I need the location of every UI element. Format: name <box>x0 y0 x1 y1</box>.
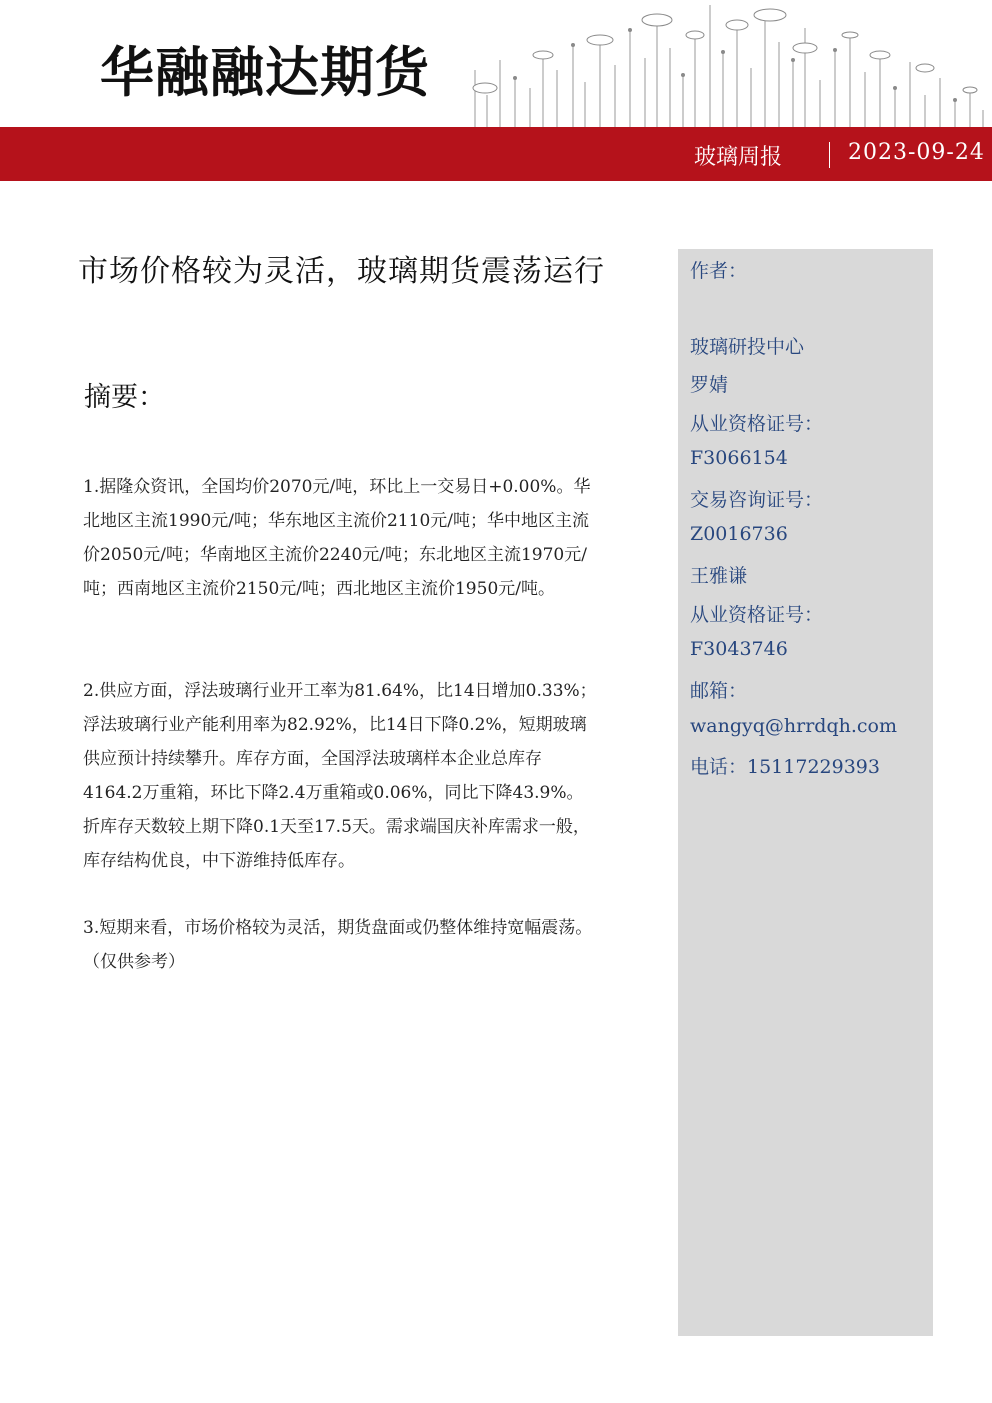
email-label: 邮箱： <box>690 680 748 702</box>
abstract-heading: 摘要： <box>84 382 165 413</box>
company-logo-text: 华融融达期货 <box>100 41 430 104</box>
qualification-label-2: 从业资格证号： <box>690 604 824 626</box>
abstract-paragraph-1: 1.据隆众资讯，全国均价2070元/吨，环比上一交易日+0.00%。华北地区主流1990元/吨；华东地区主流价2110元/吨；华中地区主流价2050元/吨；华南地区主流价2240元/吨；东北地区主流1970元/吨；西南地区主流价2150元/吨；西北地区主流价1950元/吨。 <box>83 477 591 599</box>
abstract-paragraph-2: 2.供应方面，浮法玻璃行业开工率为81.64%，比14日增加0.33%；浮法玻璃行业产能利用率为82.92%，比14日下降0.2%，短期玻璃供应预计持续攀升。库存方面，全国浮法玻璃样本企业总库存4164.2万重箱，环比下降2.4万重箱或0.06%，同比下降43.9%。折库存天数较上期下降0.1天至17.5天。需求端国庆补库需求一般，库存结构优良，中下游维持低库存。 <box>83 681 597 871</box>
report-date: 2023-09-24 <box>848 140 985 165</box>
research-center: 玻璃研投中心 <box>690 336 805 358</box>
decorative-lines-graphic <box>455 0 992 128</box>
phone-number: 电话：15117229393 <box>690 756 880 778</box>
consulting-number: Z0016736 <box>690 523 788 545</box>
email-address[interactable]: wangyq@hrrdqh.com <box>690 715 897 737</box>
author-name-2: 王雅谦 <box>690 565 748 587</box>
report-title: 市场价格较为灵活，玻璃期货震荡运行 <box>78 254 605 289</box>
qualification-label-1: 从业资格证号： <box>690 413 824 435</box>
abstract-paragraph-3: 3.短期来看，市场价格较为灵活，期货盘面或仍整体维持宽幅震荡。（仅供参考） <box>83 918 593 972</box>
header-band <box>0 127 992 181</box>
qualification-number-2: F3043746 <box>690 638 788 660</box>
header-divider <box>829 142 830 168</box>
author-name-1: 罗婧 <box>690 374 729 396</box>
report-type-label: 玻璃周报 <box>694 145 783 170</box>
consulting-label: 交易咨询证号： <box>690 489 824 511</box>
qualification-number-1: F3066154 <box>690 447 788 469</box>
author-label: 作者： <box>690 260 748 282</box>
